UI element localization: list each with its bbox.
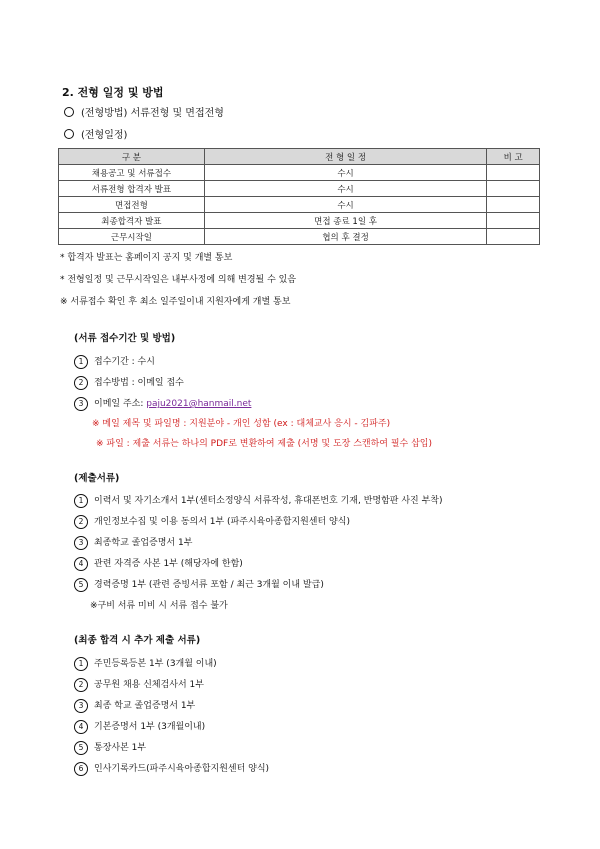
- list-item-text: 이메일 주소:: [94, 399, 147, 409]
- circled-number: 3: [74, 699, 88, 713]
- cell-remarks: [487, 165, 540, 181]
- cell-category: 근무시작일: [59, 229, 205, 245]
- cell-schedule: 수시: [204, 165, 487, 181]
- circled-number: 3: [74, 397, 88, 411]
- table-row: [59, 181, 540, 197]
- circled-number: 4: [74, 557, 88, 571]
- circled-number: 1: [74, 657, 88, 671]
- cell-remarks: [487, 197, 540, 213]
- list-item-text: 개인정보수집 및 이용 동의서 1부 (파주시육아종합지원센터 양식): [94, 517, 350, 527]
- email-link[interactable]: paju2021@hanmail.net: [146, 399, 252, 409]
- list-item-text: 주민등록등본 1부 (3개월 이내): [94, 659, 217, 669]
- list-item: [74, 761, 269, 776]
- documents-footnote: ※구비 서류 미비 시 서류 접수 불가: [90, 601, 228, 611]
- section-title: 2. 전형 일정 및 방법: [62, 86, 164, 99]
- schedule-option: [64, 126, 127, 141]
- cell-remarks: [487, 181, 540, 197]
- table-row: [59, 229, 540, 245]
- cell-remarks: [487, 229, 540, 245]
- list-item-text: 접수방법 : 이메일 접수: [94, 378, 184, 388]
- circled-number: 2: [74, 678, 88, 692]
- circled-number: 6: [74, 762, 88, 776]
- schedule-text: (전형일정): [81, 130, 128, 141]
- cell-schedule: 수시: [204, 181, 487, 197]
- note-schedule-change: * 전형일정 및 근무시작일은 내부사정에 의해 변경될 수 있음: [60, 275, 297, 285]
- list-item-text: 통장사본 1부: [94, 743, 147, 753]
- table-row: [59, 165, 540, 181]
- list-item-text: 경력증명 1부 (관련 증빙서류 포함 / 최근 3개월 이내 발급): [94, 580, 324, 590]
- list-item: [74, 719, 205, 734]
- header-category: 구 분: [59, 149, 205, 165]
- list-item: [74, 375, 184, 390]
- list-item: [74, 656, 217, 671]
- cell-category: 채용공고 및 서류접수: [59, 165, 205, 181]
- list-item-text: 관련 자격증 사본 1부 (해당자에 한함): [94, 559, 243, 569]
- list-item: [74, 396, 251, 411]
- list-item: [74, 677, 204, 692]
- list-item: [74, 354, 155, 369]
- circled-number: 1: [74, 355, 88, 369]
- note-individual-notice: ※ 서류접수 확인 후 최소 일주일이내 지원자에게 개별 통보: [60, 297, 291, 307]
- list-item-text: 접수기간 : 수시: [94, 357, 155, 367]
- cell-remarks: [487, 213, 540, 229]
- list-item-text: 인사기록카드(파주시육아종합지원센터 양식): [94, 764, 270, 774]
- hollow-circle-icon: [64, 107, 74, 117]
- red-note-filename: ※ 메일 제목 및 파일명 : 지원분야 - 개인 성함 (ex : 대체교사 응시 - 김파주): [92, 419, 391, 429]
- circled-number: 1: [74, 494, 88, 508]
- documents-section-title: (제출서류): [74, 473, 120, 484]
- red-note-file: ※ 파일 : 제출 서류는 하나의 PDF로 변환하여 제출 (서명 및 도장 스캔하여 필수 삽입): [96, 439, 433, 449]
- list-item: [74, 493, 443, 508]
- list-item-text: 기본증명서 1부 (3개월이내): [94, 722, 206, 732]
- cell-category: 최종합격자 발표: [59, 213, 205, 229]
- list-item-text: 최종 학교 졸업증명서 1부: [94, 701, 196, 711]
- cell-category: 면접전형: [59, 197, 205, 213]
- list-item-text: 최종학교 졸업증명서 1부: [94, 538, 193, 548]
- circled-number: 2: [74, 515, 88, 529]
- table-row: [59, 213, 540, 229]
- table-header-row: [59, 149, 540, 165]
- circled-number: 5: [74, 578, 88, 592]
- schedule-table: [58, 148, 540, 245]
- list-item-text: 이력서 및 자기소개서 1부(센터소정양식 서류작성, 휴대폰번호 기재, 반명함판 사진 부착): [94, 496, 443, 506]
- cell-schedule: 면접 종료 1일 후: [204, 213, 487, 229]
- cell-category: 서류전형 합격자 발표: [59, 181, 205, 197]
- final-docs-section-title: (최종 합격 시 추가 제출 서류): [74, 635, 201, 646]
- cell-schedule: 수시: [204, 197, 487, 213]
- application-section-title: (서류 접수기간 및 방법): [74, 333, 176, 344]
- table-row: [59, 197, 540, 213]
- circled-number: 4: [74, 720, 88, 734]
- list-item: [74, 556, 243, 571]
- hollow-circle-icon: [64, 129, 74, 139]
- header-remarks: 비 고: [487, 149, 540, 165]
- list-item: [74, 514, 350, 529]
- list-item: [74, 535, 192, 550]
- list-item-text: 공무원 채용 신체검사서 1부: [94, 680, 204, 690]
- note-announcement: * 합격자 발표는 홈페이지 공지 및 개별 통보: [60, 253, 233, 263]
- header-schedule: 전 형 일 정: [204, 149, 487, 165]
- circled-number: 5: [74, 741, 88, 755]
- list-item: [74, 740, 146, 755]
- cell-schedule: 협의 후 결정: [204, 229, 487, 245]
- method-text: (전형방법) 서류전형 및 면접전형: [81, 108, 224, 119]
- list-item: [74, 698, 195, 713]
- circled-number: 3: [74, 536, 88, 550]
- list-item: [74, 577, 324, 592]
- method-option: [64, 104, 224, 119]
- circled-number: 2: [74, 376, 88, 390]
